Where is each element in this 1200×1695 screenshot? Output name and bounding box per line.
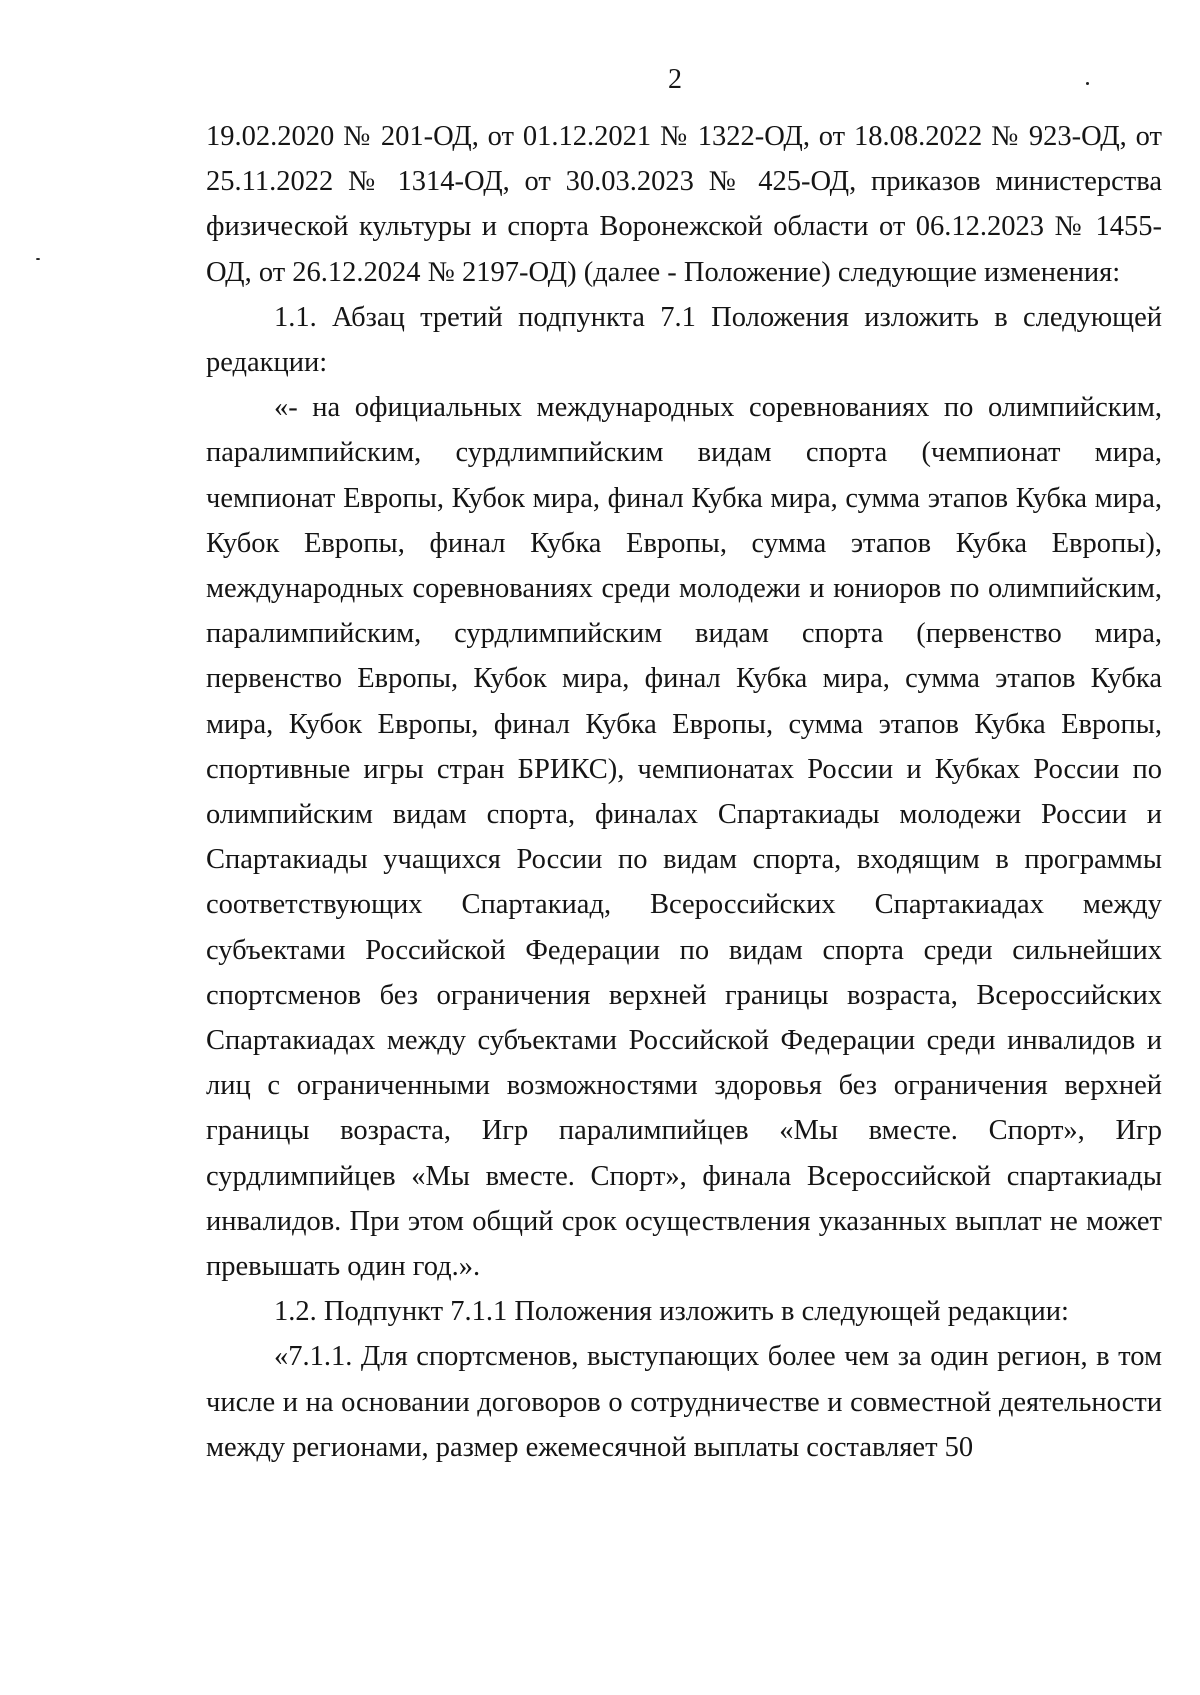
paragraph-intro: 19.02.2020 № 201-ОД, от 01.12.2021 № 1322-ОД, от 18.08.2022 № 923-ОД, от 25.11.2022 № 1314-ОД, от 30.03.2023 № 425-ОД, приказов министерства физической культуры и спорта Воронежской области от 06.12.2023 № 1455-ОД, от 26.12.2024 № 2197-ОД) (далее - Положение) следующие изменения: <box>206 121 1162 288</box>
scan-speck <box>36 258 40 260</box>
page-number: 2 <box>668 64 682 95</box>
scan-speck <box>1086 82 1089 85</box>
document-body <box>206 114 1162 1470</box>
paragraph-item-1-1: 1.1. Абзац третий подпункта 7.1 Положения изложить в следующей редакции: <box>206 301 1162 379</box>
paragraph-quote-1-1: «- на официальных международных соревнованиях по олимпийским, паралимпийским, сурдлимпийским видам спорта (чемпионат мира, чемпионат Европы, Кубок мира, финал Кубка мира, сумма этапов Кубка мира, Кубок Европы, финал Кубка Европы, сумма этапов Кубка Европы), международных соревнованиях среди молодежи и юниоров по олимпийским, паралимпийским, сурдлимпийским видам спорта (первенство мира, первенство Европы, Кубок мира, финал Кубка мира, сумма этапов Кубка мира, Кубок Европы, финал Кубка Европы, сумма этапов Кубка Европы, спортивные игры стран БРИКС), чемпионатах России и Кубках России по олимпийским видам спорта, финалах Спартакиады молодежи России и Спартакиады учащихся России по видам спорта, входящим в программы соответствующих Спартакиад, Всероссийских Спартакиадах между субъектами Российской Федерации по видам спорта среди сильнейших спортсменов без ограничения верхней границы возраста, Всероссийских Спартакиадах между субъектами Российской Федерации среди инвалидов и лиц с ограниченными возможностями здоровья без ограничения верхней границы возраста, Игр паралимпийцев «Мы вместе. Спорт», Игр сурдлимпийцев «Мы вместе. Спорт», финала Всероссийской спартакиады инвалидов. При этом общий срок осуществления указанных выплат не может превышать один год.». <box>206 392 1162 1283</box>
paragraph-quote-1-2: «7.1.1. Для спортсменов, выступающих более чем за один регион, в том числе и на основании договоров о сотрудничестве и совместной деятельности между регионами, размер ежемесячной выплаты составляет 50 <box>206 1341 1162 1463</box>
paragraph-item-1-2: 1.2. Подпункт 7.1.1 Положения изложить в следующей редакции: <box>274 1296 1069 1328</box>
